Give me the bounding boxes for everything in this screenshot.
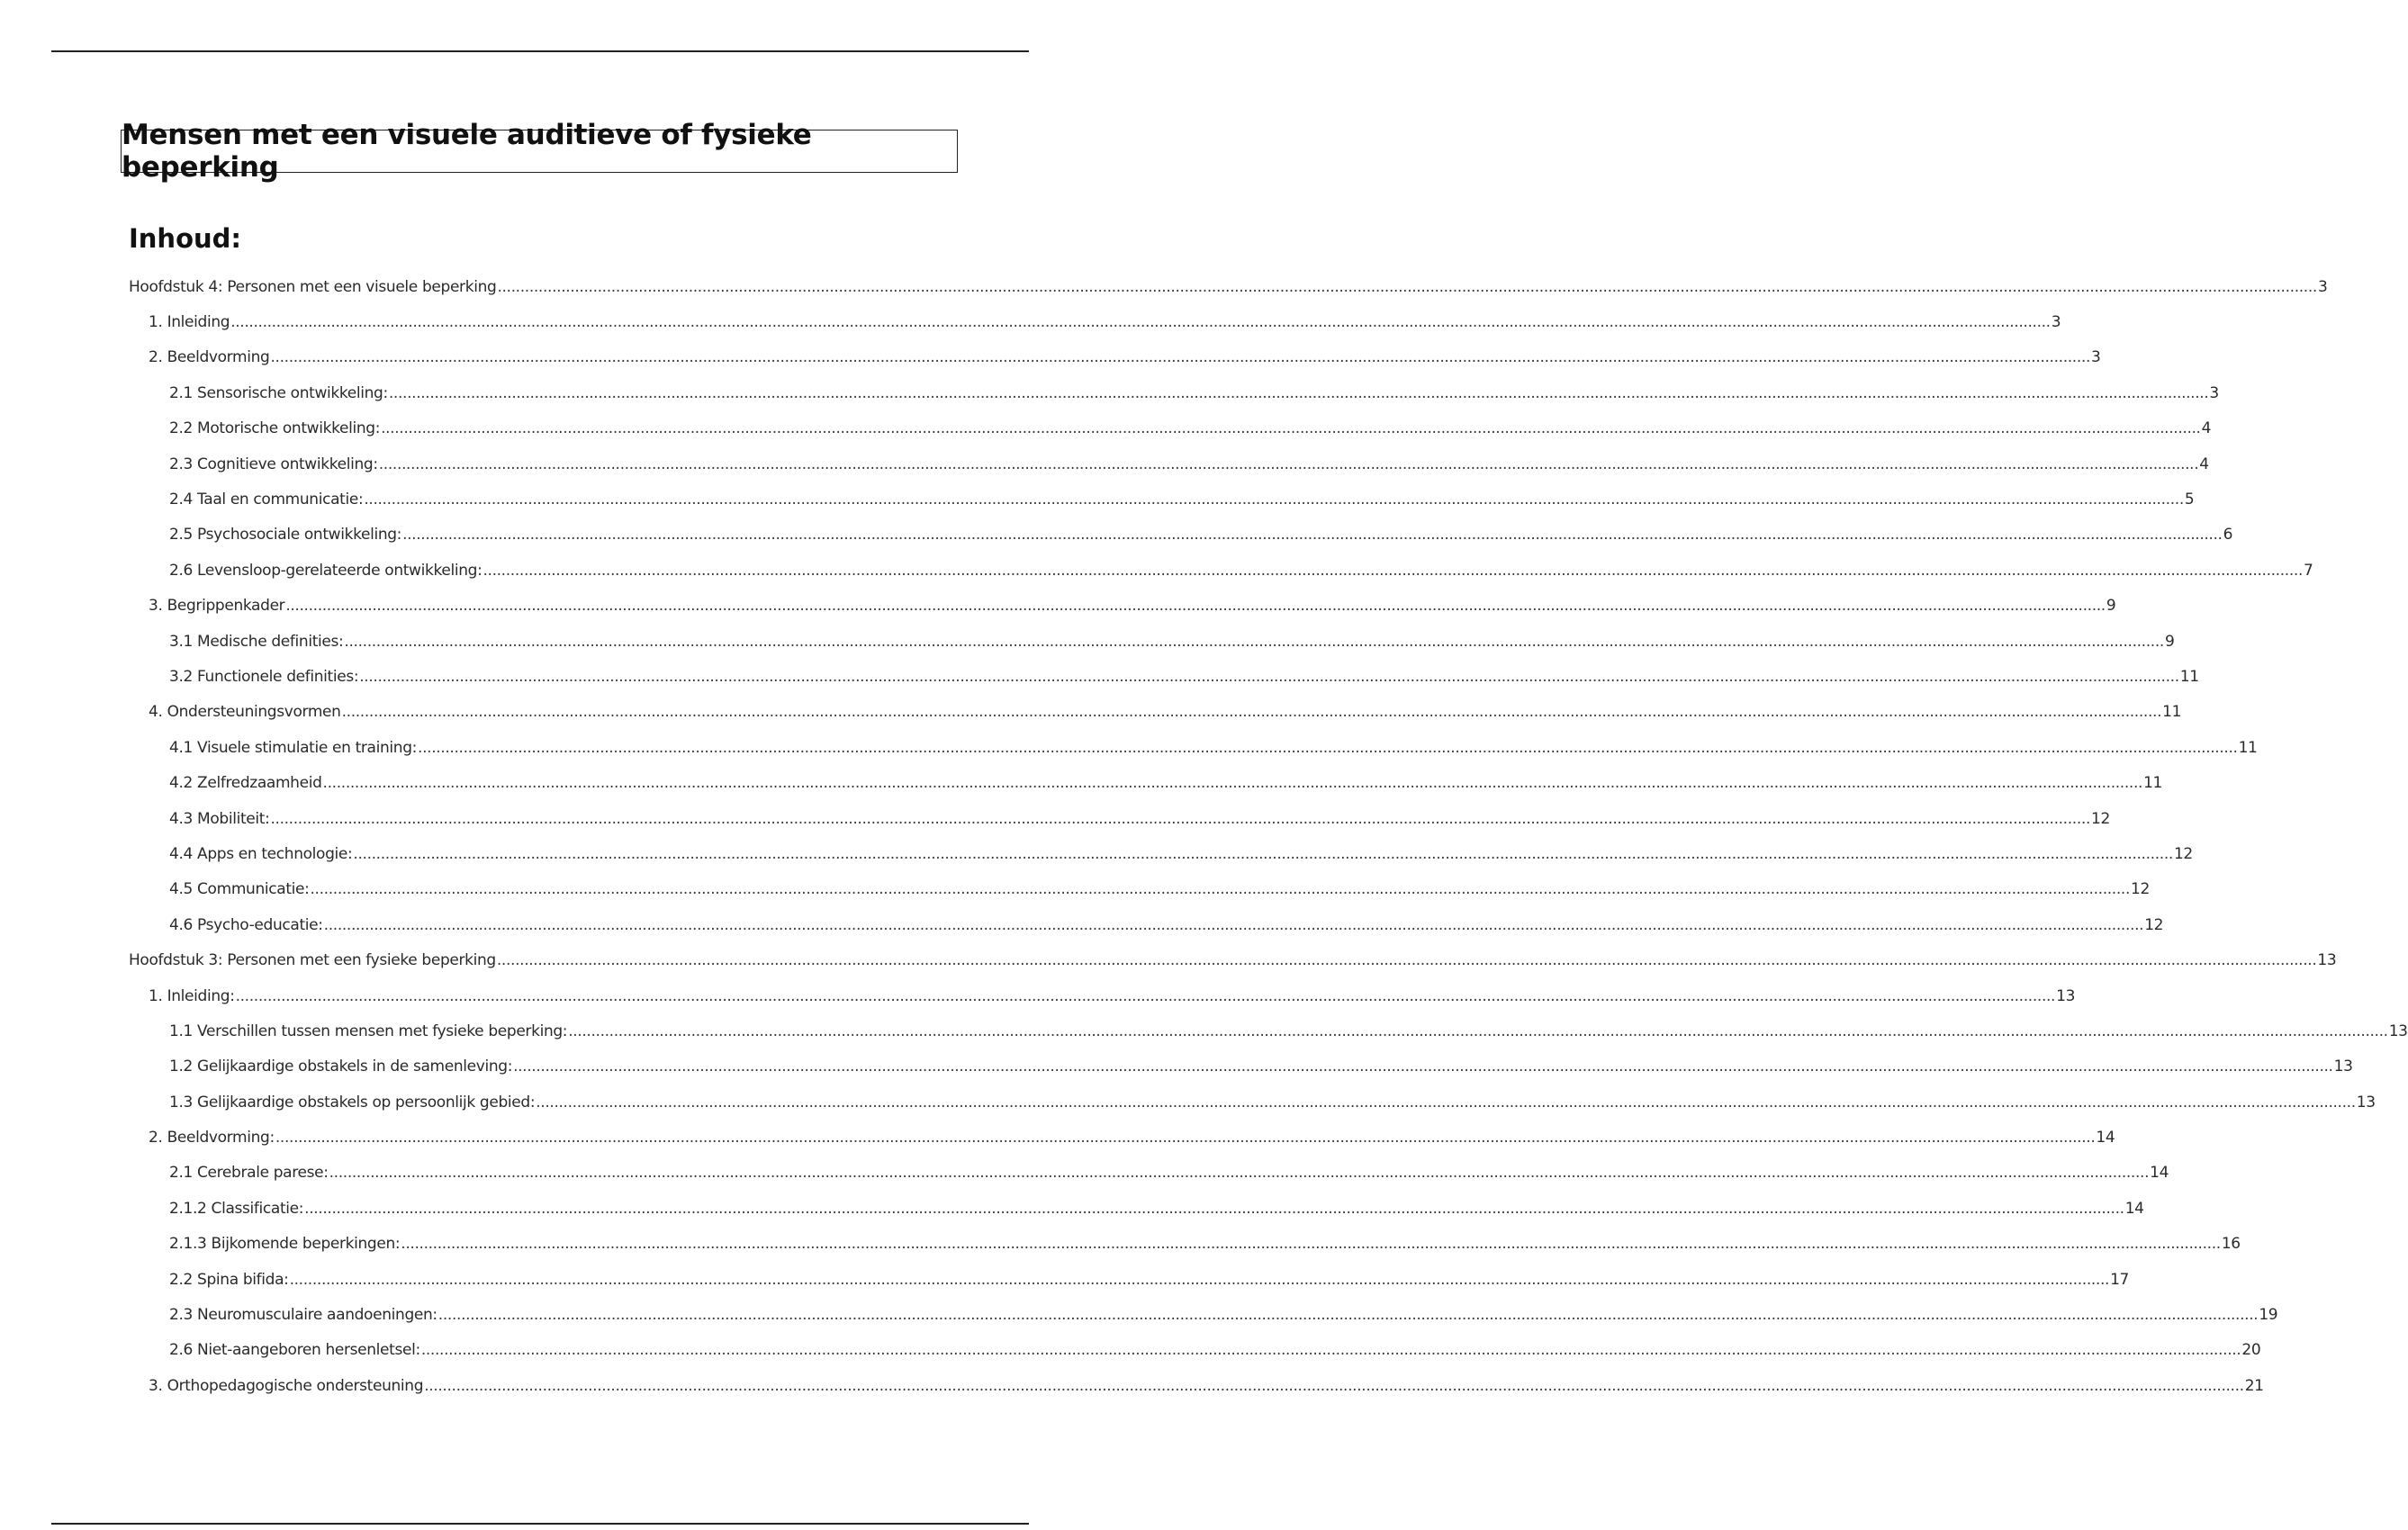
toc-page-number: 12: [2173, 844, 2193, 863]
toc-page-number: 12: [2091, 809, 2110, 828]
toc-page-number: 13: [2388, 1022, 2408, 1040]
toc-dot-leader: ................................................................................................................................................................................................................................................................................................................................................................................................................: [364, 490, 2184, 509]
toc-entry-text: 4.5 Communicatie:: [169, 880, 310, 899]
toc-page-number: 3: [2051, 313, 2061, 332]
toc-entry-text: 4.3 Mobiliteit:: [169, 809, 270, 828]
toc-page-number: 5: [2184, 490, 2195, 509]
toc-entry[interactable]: [129, 1227, 2241, 1262]
toc-dot-leader: ................................................................................................................................................................................................................................................................................................................................................................................................................: [341, 703, 2162, 722]
toc-entry[interactable]: [129, 589, 2116, 624]
toc-entry[interactable]: [129, 836, 2193, 871]
toc-entry-text: 3. Begrippenkader: [149, 597, 285, 616]
toc-entry[interactable]: [129, 765, 2163, 800]
toc-page-number: 13: [2333, 1058, 2353, 1076]
toc-entry[interactable]: [129, 340, 2101, 375]
toc-entry[interactable]: [129, 518, 2233, 553]
toc-page-number: 9: [2164, 632, 2175, 651]
document-title: Mensen met een visuele auditieve of fysieke beperking: [122, 119, 812, 184]
toc-page-number: 11: [2179, 667, 2199, 686]
toc-entry-text: 2.2 Motorische ontwikkeling:: [169, 419, 381, 438]
toc-dot-leader: ................................................................................................................................................................................................................................................................................................................................................................................................................: [323, 915, 2144, 934]
toc-entry-text: 2.3 Neuromusculaire aandoeningen:: [169, 1306, 437, 1325]
toc-page-number: 12: [2131, 880, 2150, 899]
toc-entry[interactable]: [129, 907, 2164, 942]
toc-dot-leader: ................................................................................................................................................................................................................................................................................................................................................................................................................: [322, 774, 2143, 793]
toc-dot-leader: ................................................................................................................................................................................................................................................................................................................................................................................................................: [329, 1164, 2150, 1183]
toc-page-number: 16: [2221, 1235, 2241, 1254]
toc-entry-text: 2.2 Spina bifida:: [169, 1270, 289, 1289]
toc-page-number: 12: [2144, 915, 2164, 934]
toc-dot-leader: ................................................................................................................................................................................................................................................................................................................................................................................................................: [353, 844, 2173, 863]
toc-dot-leader: ................................................................................................................................................................................................................................................................................................................................................................................................................: [270, 348, 2091, 367]
toc-entry-text: Hoofdstuk 3: Personen met een fysieke beperking: [129, 951, 496, 970]
toc-page-number: 4: [2199, 454, 2209, 473]
footer-rule: [51, 1523, 1029, 1525]
toc-page-number: 20: [2241, 1341, 2261, 1360]
toc-entry[interactable]: [129, 801, 2110, 836]
toc-entry[interactable]: [129, 1191, 2144, 1226]
toc-page-number: 13: [2356, 1093, 2376, 1112]
toc-entry[interactable]: [129, 269, 2328, 304]
toc-page-number: 13: [2056, 986, 2076, 1005]
toc-entry-text: 2.5 Psychosociale ontwikkeling:: [169, 526, 402, 544]
toc-entry[interactable]: [129, 1262, 2130, 1297]
toc-entry-text: 1.1 Verschillen tussen mensen met fysieke beperking:: [169, 1022, 568, 1040]
toc-entry-text: 2. Beeldvorming: [149, 348, 270, 367]
toc-entry-text: 1. Inleiding:: [149, 986, 235, 1005]
toc-entry-text: 4.6 Psycho-educatie:: [169, 915, 323, 934]
toc-page-number: 11: [2143, 774, 2163, 793]
toc-dot-leader: ................................................................................................................................................................................................................................................................................................................................................................................................................: [381, 419, 2201, 438]
toc-entry-text: 2.1.3 Bijkomende beperkingen:: [169, 1235, 401, 1254]
toc-entry[interactable]: [129, 411, 2212, 446]
toc-entry[interactable]: [129, 1368, 2264, 1403]
toc-dot-leader: ................................................................................................................................................................................................................................................................................................................................................................................................................: [497, 277, 2317, 296]
toc-entry[interactable]: [129, 978, 2076, 1013]
toc-entry-text: 2.1 Sensorische ontwikkeling:: [169, 383, 388, 402]
toc-entry[interactable]: [129, 730, 2258, 765]
toc-entry[interactable]: [129, 1156, 2169, 1191]
toc-entry-text: 3. Orthopedagogische ondersteuning: [149, 1376, 424, 1395]
toc-entry[interactable]: [129, 1333, 2261, 1368]
toc-entry-text: 2.1.2 Classificatie:: [169, 1199, 304, 1218]
toc-entry[interactable]: [129, 304, 2061, 339]
toc-page-number: 14: [2096, 1129, 2115, 1148]
toc-entry-text: 2.1 Cerebrale parese:: [169, 1164, 329, 1183]
toc-page-number: 14: [2150, 1164, 2169, 1183]
toc-dot-leader: ................................................................................................................................................................................................................................................................................................................................................................................................................: [378, 454, 2199, 473]
toc-dot-leader: ................................................................................................................................................................................................................................................................................................................................................................................................................: [285, 597, 2106, 616]
toc-dot-leader: ................................................................................................................................................................................................................................................................................................................................................................................................................: [424, 1376, 2244, 1395]
toc-entry[interactable]: [129, 872, 2150, 907]
toc-entry-text: 4. Ondersteuningsvormen: [149, 703, 341, 722]
toc-dot-leader: ................................................................................................................................................................................................................................................................................................................................................................................................................: [402, 526, 2223, 544]
toc-page-number: 21: [2244, 1376, 2264, 1395]
toc-page-number: 19: [2259, 1306, 2278, 1325]
toc-entry-text: 1.3 Gelijkaardige obstakels op persoonlijk gebied:: [169, 1093, 536, 1112]
toc-entry-text: 4.1 Visuele stimulatie en training:: [169, 738, 418, 757]
toc-dot-leader: ................................................................................................................................................................................................................................................................................................................................................................................................................: [437, 1306, 2259, 1325]
toc-entry-text: 2.6 Niet-aangeboren hersenletsel:: [169, 1341, 420, 1360]
toc-entry-text: 3.2 Functionele definities:: [169, 667, 359, 686]
toc-dot-leader: ................................................................................................................................................................................................................................................................................................................................................................................................................: [310, 880, 2131, 899]
toc-entry-text: 1.2 Gelijkaardige obstakels in de samenleving:: [169, 1058, 513, 1076]
table-of-contents: [129, 269, 2408, 1404]
toc-entry-text: 2. Beeldvorming:: [149, 1129, 275, 1148]
toc-dot-leader: ................................................................................................................................................................................................................................................................................................................................................................................................................: [235, 986, 2056, 1005]
toc-entry[interactable]: [129, 942, 2337, 977]
toc-page-number: 3: [2209, 383, 2219, 402]
toc-page-number: 13: [2317, 951, 2337, 970]
toc-entry[interactable]: [129, 553, 2313, 588]
toc-dot-leader: ................................................................................................................................................................................................................................................................................................................................................................................................................: [344, 632, 2164, 651]
toc-entry[interactable]: [129, 659, 2199, 694]
toc-page-number: 17: [2110, 1270, 2130, 1289]
toc-dot-leader: ................................................................................................................................................................................................................................................................................................................................................................................................................: [483, 561, 2303, 580]
toc-entry[interactable]: [129, 695, 2182, 730]
toc-page-number: 14: [2124, 1199, 2144, 1218]
header-rule: [51, 50, 1029, 52]
toc-dot-leader: ................................................................................................................................................................................................................................................................................................................................................................................................................: [420, 1341, 2241, 1360]
toc-dot-leader: ................................................................................................................................................................................................................................................................................................................................................................................................................: [388, 383, 2209, 402]
toc-entry[interactable]: [129, 1013, 2408, 1048]
toc-dot-leader: ................................................................................................................................................................................................................................................................................................................................................................................................................: [289, 1270, 2110, 1289]
toc-dot-leader: ................................................................................................................................................................................................................................................................................................................................................................................................................: [513, 1058, 2333, 1076]
toc-dot-leader: ................................................................................................................................................................................................................................................................................................................................................................................................................: [536, 1093, 2356, 1112]
toc-dot-leader: ................................................................................................................................................................................................................................................................................................................................................................................................................: [418, 738, 2238, 757]
toc-dot-leader: ................................................................................................................................................................................................................................................................................................................................................................................................................: [304, 1199, 2124, 1218]
toc-entry[interactable]: [129, 446, 2209, 482]
toc-page-number: 3: [2317, 277, 2328, 296]
toc-dot-leader: ................................................................................................................................................................................................................................................................................................................................................................................................................: [401, 1235, 2221, 1254]
toc-entry[interactable]: [129, 1120, 2115, 1155]
toc-entry-text: 1. Inleiding: [149, 313, 230, 332]
toc-dot-leader: ................................................................................................................................................................................................................................................................................................................................................................................................................: [270, 809, 2090, 828]
toc-entry[interactable]: [129, 1297, 2278, 1332]
toc-entry-text: 2.6 Levensloop-gerelateerde ontwikkeling:: [169, 561, 483, 580]
toc-dot-leader: ................................................................................................................................................................................................................................................................................................................................................................................................................: [275, 1129, 2096, 1148]
toc-page-number: 11: [2238, 738, 2258, 757]
toc-page-number: 7: [2304, 561, 2313, 580]
toc-dot-leader: ................................................................................................................................................................................................................................................................................................................................................................................................................: [359, 667, 2179, 686]
toc-entry[interactable]: [129, 482, 2195, 517]
toc-page-number: 9: [2106, 597, 2116, 616]
toc-page-number: 4: [2201, 419, 2212, 438]
document-title-box: [121, 119, 958, 184]
toc-entry-text: 2.3 Cognitieve ontwikkeling:: [169, 454, 378, 473]
toc-entry[interactable]: [129, 375, 2219, 410]
toc-dot-leader: ................................................................................................................................................................................................................................................................................................................................................................................................................: [230, 313, 2051, 332]
toc-entry-text: Hoofdstuk 4: Personen met een visuele beperking: [129, 277, 497, 296]
toc-dot-leader: ................................................................................................................................................................................................................................................................................................................................................................................................................: [496, 951, 2317, 970]
toc-entry[interactable]: [129, 1084, 2376, 1120]
toc-page-number: 11: [2162, 703, 2182, 722]
toc-page-number: 3: [2091, 348, 2101, 367]
toc-entry-text: 3.1 Medische definities:: [169, 632, 344, 651]
toc-entry-text: 4.4 Apps en technologie:: [169, 844, 353, 863]
toc-entry[interactable]: [129, 1049, 2353, 1084]
toc-entry[interactable]: [129, 624, 2175, 659]
toc-entry-text: 4.2 Zelfredzaamheid: [169, 774, 322, 793]
toc-page-number: 6: [2223, 526, 2233, 544]
toc-dot-leader: ................................................................................................................................................................................................................................................................................................................................................................................................................: [568, 1022, 2388, 1040]
toc-heading: Inhoud:: [129, 223, 242, 254]
toc-entry-text: 2.4 Taal en communicatie:: [169, 490, 364, 509]
